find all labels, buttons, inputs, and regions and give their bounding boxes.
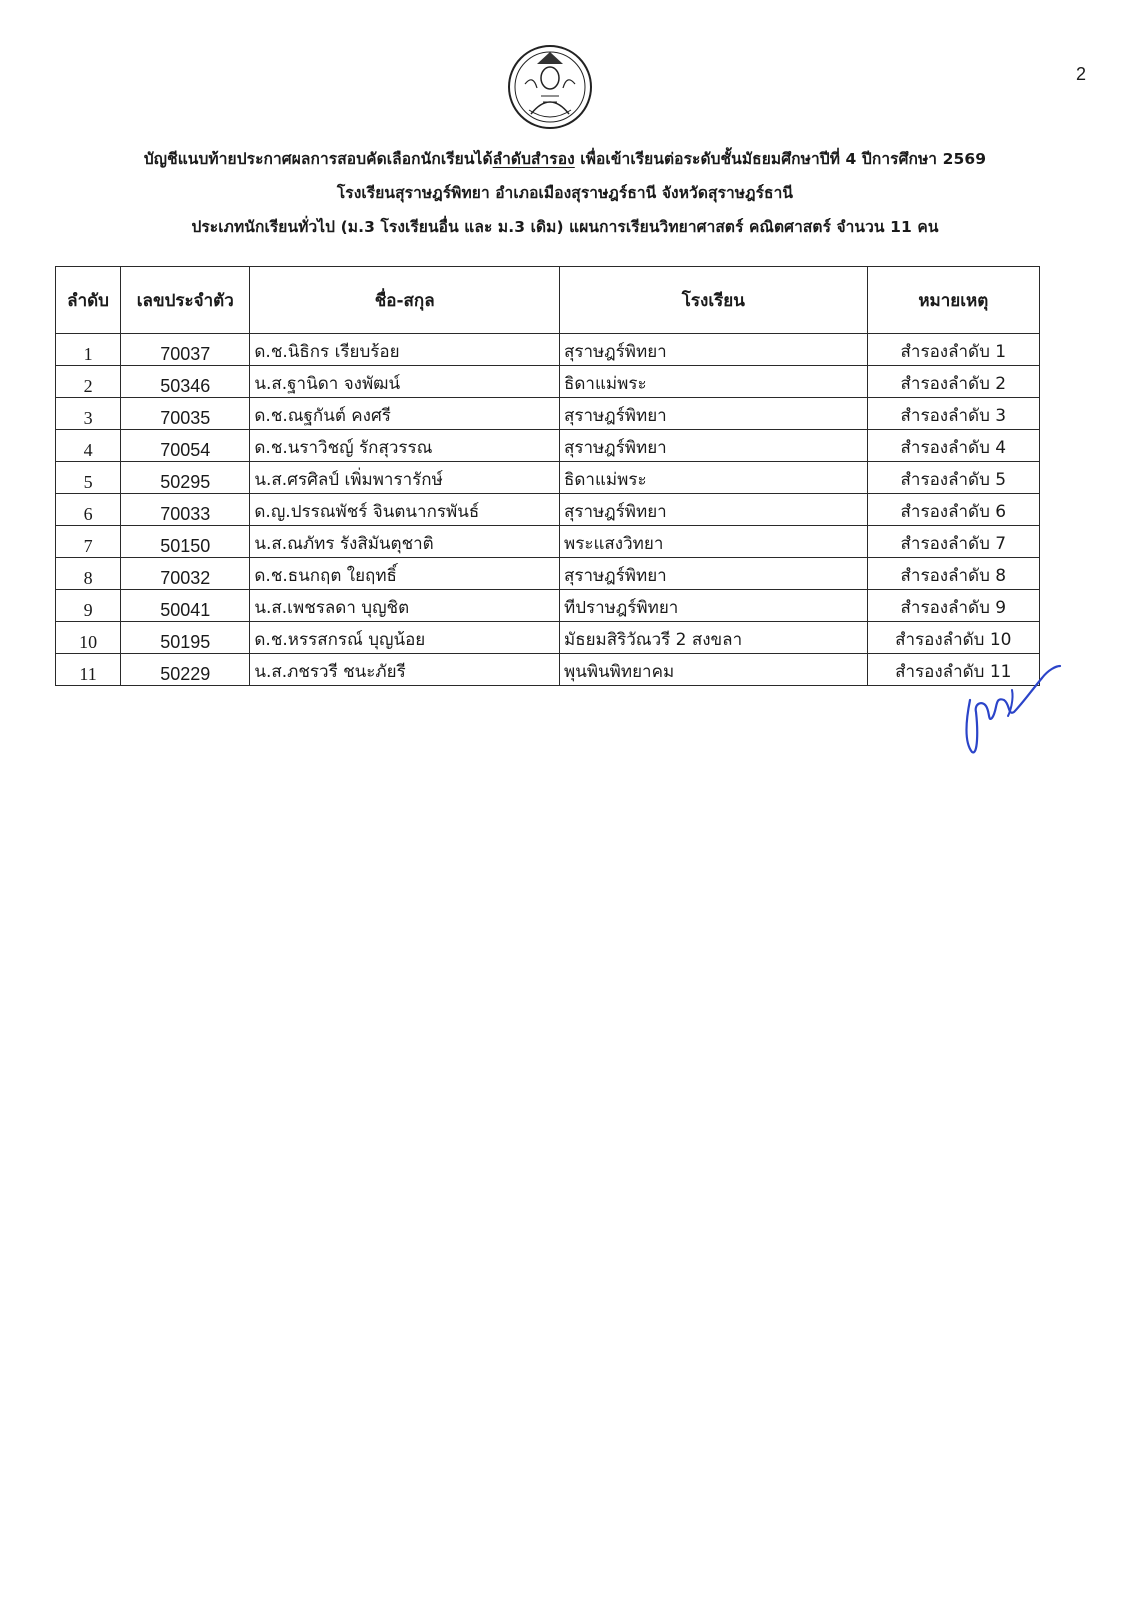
cell-school: มัธยมสิริวัณวรี 2 สงขลา <box>560 622 868 654</box>
cell-name: ด.ช.นราวิชญ์ รักสุวรรณ <box>250 430 560 462</box>
cell-school: สุราษฎร์พิทยา <box>560 494 868 526</box>
cell-school: ธิดาแม่พระ <box>560 366 868 398</box>
heading-line-1-suffix: เพื่อเข้าเรียนต่อระดับชั้นมัธยมศึกษาปีที่ 4 ปีการศึกษา 2569 <box>574 150 987 168</box>
cell-name: น.ส.ณภัทร รังสิมันตุชาติ <box>250 526 560 558</box>
table-row <box>56 334 1040 366</box>
cell-school: พุนพินพิทยาคม <box>560 654 868 686</box>
cell-note: สำรองลำดับ 3 <box>867 398 1039 430</box>
cell-note: สำรองลำดับ 6 <box>867 494 1039 526</box>
table-row <box>56 462 1040 494</box>
header-note: หมายเหตุ <box>867 267 1039 334</box>
school-seal-icon <box>507 44 593 130</box>
cell-no: 8 <box>56 558 121 590</box>
table-row <box>56 526 1040 558</box>
cell-name: ด.ญ.ปรรณพัชร์ จินตนากรพันธ์ <box>250 494 560 526</box>
header-school: โรงเรียน <box>560 267 868 334</box>
cell-note: สำรองลำดับ 11 <box>867 654 1039 686</box>
table-row <box>56 366 1040 398</box>
cell-name: น.ส.ภชรวรี ชนะภัยรี <box>250 654 560 686</box>
cell-id: 50195 <box>121 622 250 654</box>
cell-school: ธิดาแม่พระ <box>560 462 868 494</box>
cell-name: ด.ช.นิธิกร เรียบร้อย <box>250 334 560 366</box>
heading-line-3-prefix: ประเภทนักเรียนทั่วไป (ม.3 โรงเรียนอื่น และ ม.3 เดิม) แผนการเรียนวิทยาศาสตร์ คณิตศาสตร์ จำนวน <box>191 218 891 236</box>
cell-school: สุราษฎร์พิทยา <box>560 334 868 366</box>
cell-note: สำรองลำดับ 5 <box>867 462 1039 494</box>
heading-line-3-suffix: คน <box>917 218 939 236</box>
heading-line-3-count: 11 <box>890 218 918 236</box>
cell-no: 4 <box>56 430 121 462</box>
cell-name: ด.ช.ณฐกันต์ คงศรี <box>250 398 560 430</box>
cell-no: 9 <box>56 590 121 622</box>
cell-school: สุราษฎร์พิทยา <box>560 558 868 590</box>
heading-line-1 <box>60 146 1070 171</box>
cell-id: 70035 <box>121 398 250 430</box>
cell-school: พระแสงวิทยา <box>560 526 868 558</box>
header-name: ชื่อ-สกุล <box>250 267 560 334</box>
cell-id: 70033 <box>121 494 250 526</box>
cell-no: 2 <box>56 366 121 398</box>
table-row <box>56 494 1040 526</box>
table-row <box>56 430 1040 462</box>
cell-note: สำรองลำดับ 4 <box>867 430 1039 462</box>
cell-id: 70054 <box>121 430 250 462</box>
table-row <box>56 622 1040 654</box>
cell-no: 11 <box>56 654 121 686</box>
cell-no: 6 <box>56 494 121 526</box>
cell-school: ทีปราษฎร์พิทยา <box>560 590 868 622</box>
cell-no: 7 <box>56 526 121 558</box>
table-header-row <box>56 267 1040 334</box>
cell-id: 50041 <box>121 590 250 622</box>
heading-line-1-underlined: ลำดับสำรอง <box>492 150 575 168</box>
cell-id: 50346 <box>121 366 250 398</box>
page-number: 2 <box>1075 64 1086 84</box>
cell-note: สำรองลำดับ 8 <box>867 558 1039 590</box>
cell-id: 50229 <box>121 654 250 686</box>
table-row <box>56 654 1040 686</box>
cell-name: น.ส.เพชรลดา บุญชิต <box>250 590 560 622</box>
cell-name: ด.ช.หรรสกรณ์ บุญน้อย <box>250 622 560 654</box>
header-no: ลำดับ <box>56 267 121 334</box>
cell-school: สุราษฎร์พิทยา <box>560 430 868 462</box>
cell-note: สำรองลำดับ 10 <box>867 622 1039 654</box>
cell-id: 70032 <box>121 558 250 590</box>
cell-note: สำรองลำดับ 9 <box>867 590 1039 622</box>
cell-note: สำรองลำดับ 1 <box>867 334 1039 366</box>
cell-id: 50295 <box>121 462 250 494</box>
cell-no: 1 <box>56 334 121 366</box>
table-body <box>56 334 1040 686</box>
cell-note: สำรองลำดับ 2 <box>867 366 1039 398</box>
cell-no: 10 <box>56 622 121 654</box>
cell-no: 5 <box>56 462 121 494</box>
table-row <box>56 558 1040 590</box>
header-id: เลขประจำตัว <box>121 267 250 334</box>
cell-name: ด.ช.ธนกฤต ใยฤทธิ์ <box>250 558 560 590</box>
heading-line-3 <box>60 214 1070 239</box>
table-row <box>56 590 1040 622</box>
cell-name: น.ส.ศรศิลป์ เพิ่มพารารักษ์ <box>250 462 560 494</box>
heading-line-1-prefix: บัญชีแนบท้ายประกาศผลการสอบคัดเลือกนักเรียนได้ <box>143 150 493 168</box>
cell-school: สุราษฎร์พิทยา <box>560 398 868 430</box>
cell-note: สำรองลำดับ 7 <box>867 526 1039 558</box>
cell-no: 3 <box>56 398 121 430</box>
cell-name: น.ส.ฐานิดา จงพัฒน์ <box>250 366 560 398</box>
heading-line-2: โรงเรียนสุราษฎร์พิทยา อำเภอเมืองสุราษฎร์ธานี จังหวัดสุราษฎร์ธานี <box>336 184 794 202</box>
table-row <box>56 398 1040 430</box>
cell-id: 50150 <box>121 526 250 558</box>
cell-id: 70037 <box>121 334 250 366</box>
reserve-list-table <box>55 266 1040 686</box>
